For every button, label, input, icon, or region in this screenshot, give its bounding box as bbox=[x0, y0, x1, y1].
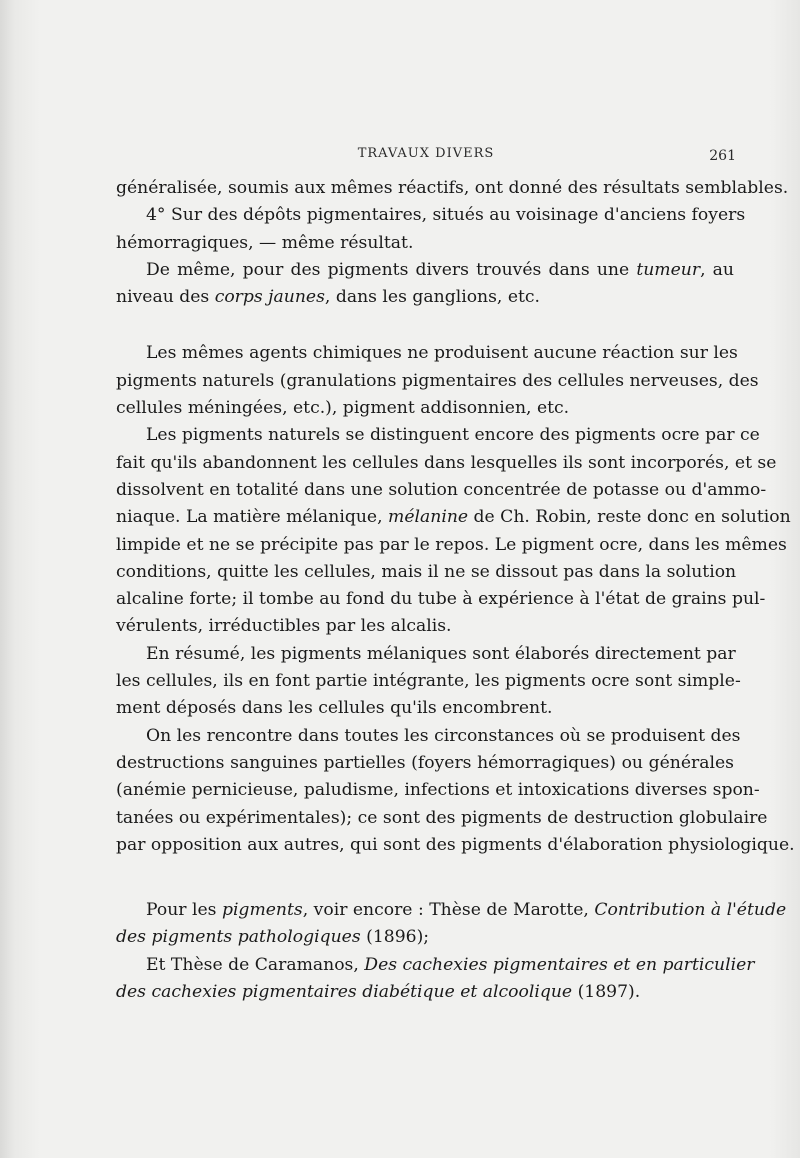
paragraph-7 bbox=[116, 723, 795, 859]
running-title: TRAVAUX DIVERS bbox=[357, 146, 495, 161]
text-line: les cellules, ils en font partie intégrante, les pigments ocre sont simple- bbox=[116, 671, 741, 692]
paragraph-5 bbox=[116, 422, 791, 640]
italic-term: mélanine bbox=[388, 507, 469, 528]
text-line: fait qu'ils abandonnent les cellules dans lesquelles ils sont incorporés, et se bbox=[116, 452, 777, 473]
italic-term: corps jaunes bbox=[214, 287, 325, 308]
text-line: (anémie pernicieuse, paludisme, infections et intoxications diverses spon- bbox=[116, 780, 760, 801]
text-line: Pour les pigments, voir encore : Thèse de Marotte, Contribution à l'étude bbox=[146, 900, 787, 921]
text-line: dissolvent en totalité dans une solution concentrée de potasse ou d'ammo- bbox=[116, 479, 767, 500]
italic-title: Contribution à l'étude bbox=[594, 900, 787, 921]
text-line: Les pigments naturels se distinguent encore des pigments ocre par ce bbox=[146, 425, 760, 446]
reference-2 bbox=[116, 952, 755, 1007]
text-line: niveau des corps jaunes, dans les ganglions, etc. bbox=[116, 287, 541, 308]
text-line: niaque. La matière mélanique, mélanine de Ch. Robin, reste donc en solution bbox=[116, 507, 791, 528]
reference-1 bbox=[116, 897, 787, 952]
paragraph-2 bbox=[116, 202, 746, 257]
text-line: On les rencontre dans toutes les circonstances où se produisent des bbox=[146, 725, 741, 746]
running-head bbox=[116, 146, 736, 166]
italic-title: des pigments pathologiques bbox=[116, 927, 361, 948]
text-line: Et Thèse de Caramanos, Des cachexies pigmentaires et en particulier bbox=[146, 954, 755, 975]
paragraph-6 bbox=[116, 641, 741, 723]
main-text bbox=[116, 175, 795, 1006]
text-line: cellules méningées, etc.), pigment addisonnien, etc. bbox=[116, 398, 570, 419]
text-line: vérulents, irréductibles par les alcalis. bbox=[116, 616, 452, 637]
text-line: 4° Sur des dépôts pigmentaires, situés au voisinage d'anciens foyers bbox=[146, 205, 746, 226]
text-line: ment déposés dans les cellules qu'ils encombrent. bbox=[116, 698, 553, 719]
italic-title: des cachexies pigmentaires diabétique et alcoolique bbox=[116, 982, 573, 1003]
italic-title: Des cachexies pigmentaires et en particulier bbox=[364, 954, 755, 975]
text-line: limpide et ne se précipite pas par le repos. Le pigment ocre, dans les mêmes bbox=[116, 534, 787, 555]
paragraph-3 bbox=[116, 257, 734, 312]
italic-term: tumeur bbox=[636, 259, 701, 280]
text-line: destructions sanguines partielles (foyers hémorragiques) ou générales bbox=[116, 752, 734, 773]
paragraph-1 bbox=[116, 175, 789, 202]
text-line: des pigments pathologiques (1896); bbox=[116, 927, 430, 948]
text-line: conditions, quitte les cellules, mais il ne se dissout pas dans la solution bbox=[116, 561, 737, 582]
italic-term: pigments bbox=[221, 900, 303, 921]
text-line: hémorragiques, — même résultat. bbox=[116, 232, 414, 253]
text-line: pigments naturels (granulations pigmentaires des cellules nerveuses, des bbox=[116, 370, 759, 391]
text-line: Les mêmes agents chimiques ne produisent aucune réaction sur les bbox=[146, 343, 738, 364]
paragraph-4 bbox=[116, 340, 759, 422]
text-line: alcaline forte; il tombe au fond du tube à expérience à l'état de grains pul- bbox=[116, 589, 766, 610]
text-line: généralisée, soumis aux mêmes réactifs, ont donné des résultats semblables. bbox=[116, 178, 789, 198]
page-number: 261 bbox=[709, 148, 736, 164]
text-line: De même, pour des pigments divers trouvés dans une tumeur, au bbox=[146, 259, 735, 280]
text-line: par opposition aux autres, qui sont des pigments d'élaboration physiologique. bbox=[116, 834, 795, 855]
text-line: En résumé, les pigments mélaniques sont élaborés directement par bbox=[146, 643, 736, 664]
text-line: tanées ou expérimentales); ce sont des pigments de destruction globulaire bbox=[116, 807, 768, 828]
text-line: des cachexies pigmentaires diabétique et alcoolique (1897). bbox=[116, 982, 641, 1003]
